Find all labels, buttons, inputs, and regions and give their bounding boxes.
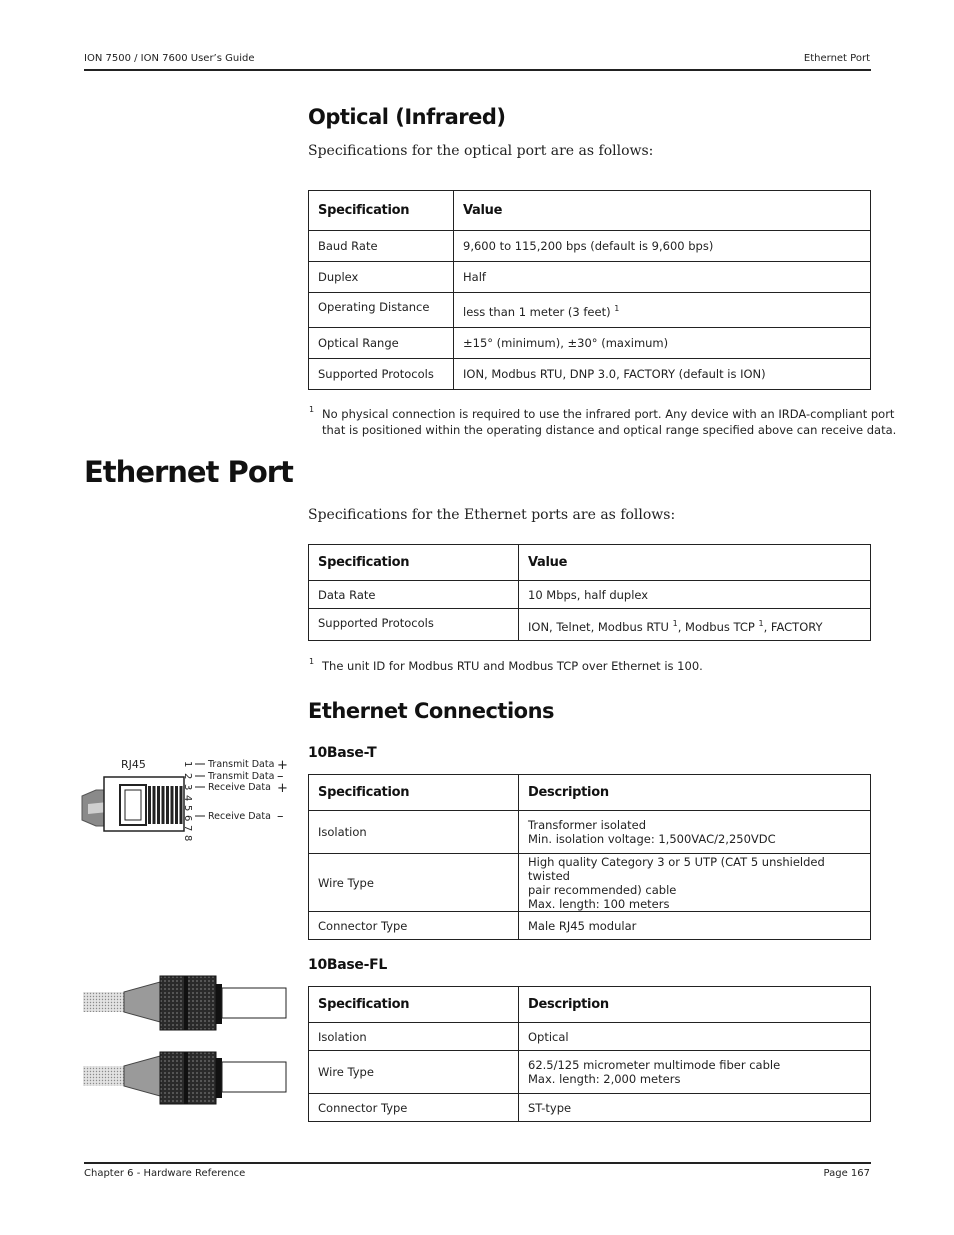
footer-rule	[84, 1162, 871, 1164]
pin-number: 8	[182, 835, 193, 842]
table-row	[309, 262, 871, 293]
table-row	[309, 912, 871, 940]
rj45-pin	[171, 786, 174, 824]
ethernet-footnote: The unit ID for Modbus RTU and Modbus TCP over Ethernet is 100.	[322, 659, 703, 673]
optical-footnote-line1: No physical connection is required to use the infrared port. Any device with an IRDA-compliant port	[322, 407, 895, 421]
col-header-spec: Specification	[309, 545, 519, 581]
rj45-label: RJ45	[121, 758, 146, 771]
pin-number: 2	[182, 773, 193, 780]
spec-cell: Isolation	[309, 811, 519, 854]
description-cell: 62.5/125 micrometer multimode fiber cable Max. length: 2,000 meters	[519, 1051, 871, 1094]
header-right: Ethernet Port	[803, 53, 870, 64]
spec-cell: Connector Type	[309, 912, 519, 940]
description-cell: Optical	[519, 1023, 871, 1051]
value-cell: ±15° (minimum), ±30° (maximum)	[454, 328, 871, 359]
st-fiber-connectors-diagram	[80, 968, 290, 1108]
st-connector-2	[83, 1052, 286, 1104]
table-row	[309, 811, 871, 854]
pin-number: 4	[182, 795, 193, 802]
table-row	[309, 359, 871, 390]
table-row	[309, 1094, 871, 1122]
value-cell	[454, 293, 871, 328]
pin-number: 7	[182, 825, 193, 832]
footnote-ref: 1	[758, 618, 764, 628]
spec-cell: Operating Distance	[309, 293, 454, 328]
10base-fl-spec-table	[308, 986, 871, 1122]
value-text: , FACTORY	[763, 619, 823, 634]
strain-relief	[124, 1056, 160, 1096]
value-cell: 10 Mbps, half duplex	[519, 581, 871, 609]
tx-plus-label: Transmit Data	[208, 759, 275, 770]
spec-cell: Duplex	[309, 262, 454, 293]
rj45-pin-numbers	[182, 761, 193, 841]
10base-t-spec-table	[308, 774, 871, 940]
optical-spec-table	[308, 190, 871, 390]
header-rule	[84, 69, 871, 71]
table-header-row	[309, 775, 871, 811]
fiber-cable	[83, 992, 125, 1012]
ferrule	[222, 1062, 286, 1092]
value-cell	[519, 609, 871, 641]
footnote-ref: 1	[614, 304, 620, 314]
description-cell: Male RJ45 modular	[519, 912, 871, 940]
rx-plus-label: Receive Data	[208, 782, 271, 793]
description-cell: High quality Category 3 or 5 UTP (CAT 5 unshielded twisted pair recommended) cable Max. length: 100 meters	[519, 854, 871, 912]
pin-number: 3	[182, 784, 193, 791]
footnote-ref: 1	[672, 618, 678, 628]
value-text: , Modbus TCP	[677, 619, 759, 634]
spec-cell: Wire Type	[309, 854, 519, 912]
optical-heading: Optical (Infrared)	[308, 105, 506, 129]
spec-cell: Wire Type	[309, 1051, 519, 1094]
footer-page-number: Page 167	[823, 1168, 870, 1179]
table-row	[309, 581, 871, 609]
rx-minus-label: Receive Data	[208, 811, 271, 822]
table-header-row	[309, 987, 871, 1023]
rj45-connector-diagram	[80, 752, 295, 847]
ethernet-connections-heading: Ethernet Connections	[308, 699, 555, 723]
polarity-plus: +	[277, 781, 288, 796]
rj45-pin	[153, 786, 156, 824]
rj45-pin	[162, 786, 165, 824]
ferrule	[222, 988, 286, 1018]
tx-minus-label: Transmit Data	[208, 771, 275, 782]
table-row	[309, 1051, 871, 1094]
rj45-pin	[175, 786, 178, 824]
rj45-pin	[148, 786, 151, 824]
value-cell: Half	[454, 262, 871, 293]
spec-cell: Baud Rate	[309, 231, 454, 262]
col-header-description: Description	[519, 775, 871, 811]
value-cell: ION, Modbus RTU, DNP 3.0, FACTORY (default is ION)	[454, 359, 871, 390]
optical-footnote-line2: that is positioned within the operating distance and optical range specified above can receive data.	[322, 423, 897, 437]
st-connector-1	[83, 976, 286, 1030]
description-cell: ST-type	[519, 1094, 871, 1122]
table-row	[309, 1023, 871, 1051]
rj45-latch	[120, 785, 146, 825]
pin-number: 6	[182, 815, 193, 822]
table-row	[309, 293, 871, 328]
table-header-row	[309, 545, 871, 581]
ethernet-footnote-mark: 1	[309, 657, 315, 666]
spec-cell: Data Rate	[309, 581, 519, 609]
optical-intro: Specifications for the optical port are as follows:	[308, 143, 654, 159]
spec-cell: Isolation	[309, 1023, 519, 1051]
spec-cell: Optical Range	[309, 328, 454, 359]
spec-cell: Connector Type	[309, 1094, 519, 1122]
pin-number: 5	[182, 805, 193, 812]
ethernet-spec-table	[308, 544, 871, 641]
description-cell: Transformer isolated Min. isolation voltage: 1,500VAC/2,250VDC	[519, 811, 871, 854]
rj45-pin	[157, 786, 160, 824]
rj45-pin	[166, 786, 169, 824]
table-row	[309, 231, 871, 262]
polarity-minus: –	[277, 809, 284, 824]
value-text: less than 1 meter (3 feet)	[463, 305, 611, 319]
header-left: ION 7500 / ION 7600 User’s Guide	[84, 53, 255, 64]
table-header-row	[309, 191, 871, 231]
col-header-spec: Specification	[309, 987, 519, 1023]
col-header-description: Description	[519, 987, 871, 1023]
ethernet-intro: Specifications for the Ethernet ports are as follows:	[308, 507, 676, 523]
table-row	[309, 328, 871, 359]
col-header-value: Value	[454, 191, 871, 231]
ethernet-port-heading: Ethernet Port	[84, 455, 293, 489]
col-header-spec: Specification	[309, 775, 519, 811]
value-cell: 9,600 to 115,200 bps (default is 9,600 bps)	[454, 231, 871, 262]
optical-footnote-mark: 1	[309, 405, 315, 414]
10base-fl-heading: 10Base-FL	[308, 957, 388, 973]
rj45-signal-labels	[207, 759, 274, 822]
rj45-leader-lines	[195, 764, 205, 816]
value-text: ION, Telnet, Modbus RTU	[528, 619, 673, 634]
footer-left: Chapter 6 - Hardware Reference	[84, 1168, 246, 1179]
table-row	[309, 854, 871, 912]
col-header-spec: Specification	[309, 191, 454, 231]
rj45-polarity	[277, 758, 288, 824]
spec-cell: Supported Protocols	[309, 359, 454, 390]
strain-relief	[124, 982, 160, 1022]
pin-number: 1	[182, 761, 193, 768]
polarity-minus: –	[277, 769, 284, 784]
table-row	[309, 609, 871, 641]
10base-t-heading: 10Base-T	[308, 745, 377, 761]
fiber-cable	[83, 1066, 125, 1086]
polarity-plus: +	[277, 758, 288, 773]
spec-cell: Supported Protocols	[309, 609, 519, 641]
col-header-value: Value	[519, 545, 871, 581]
